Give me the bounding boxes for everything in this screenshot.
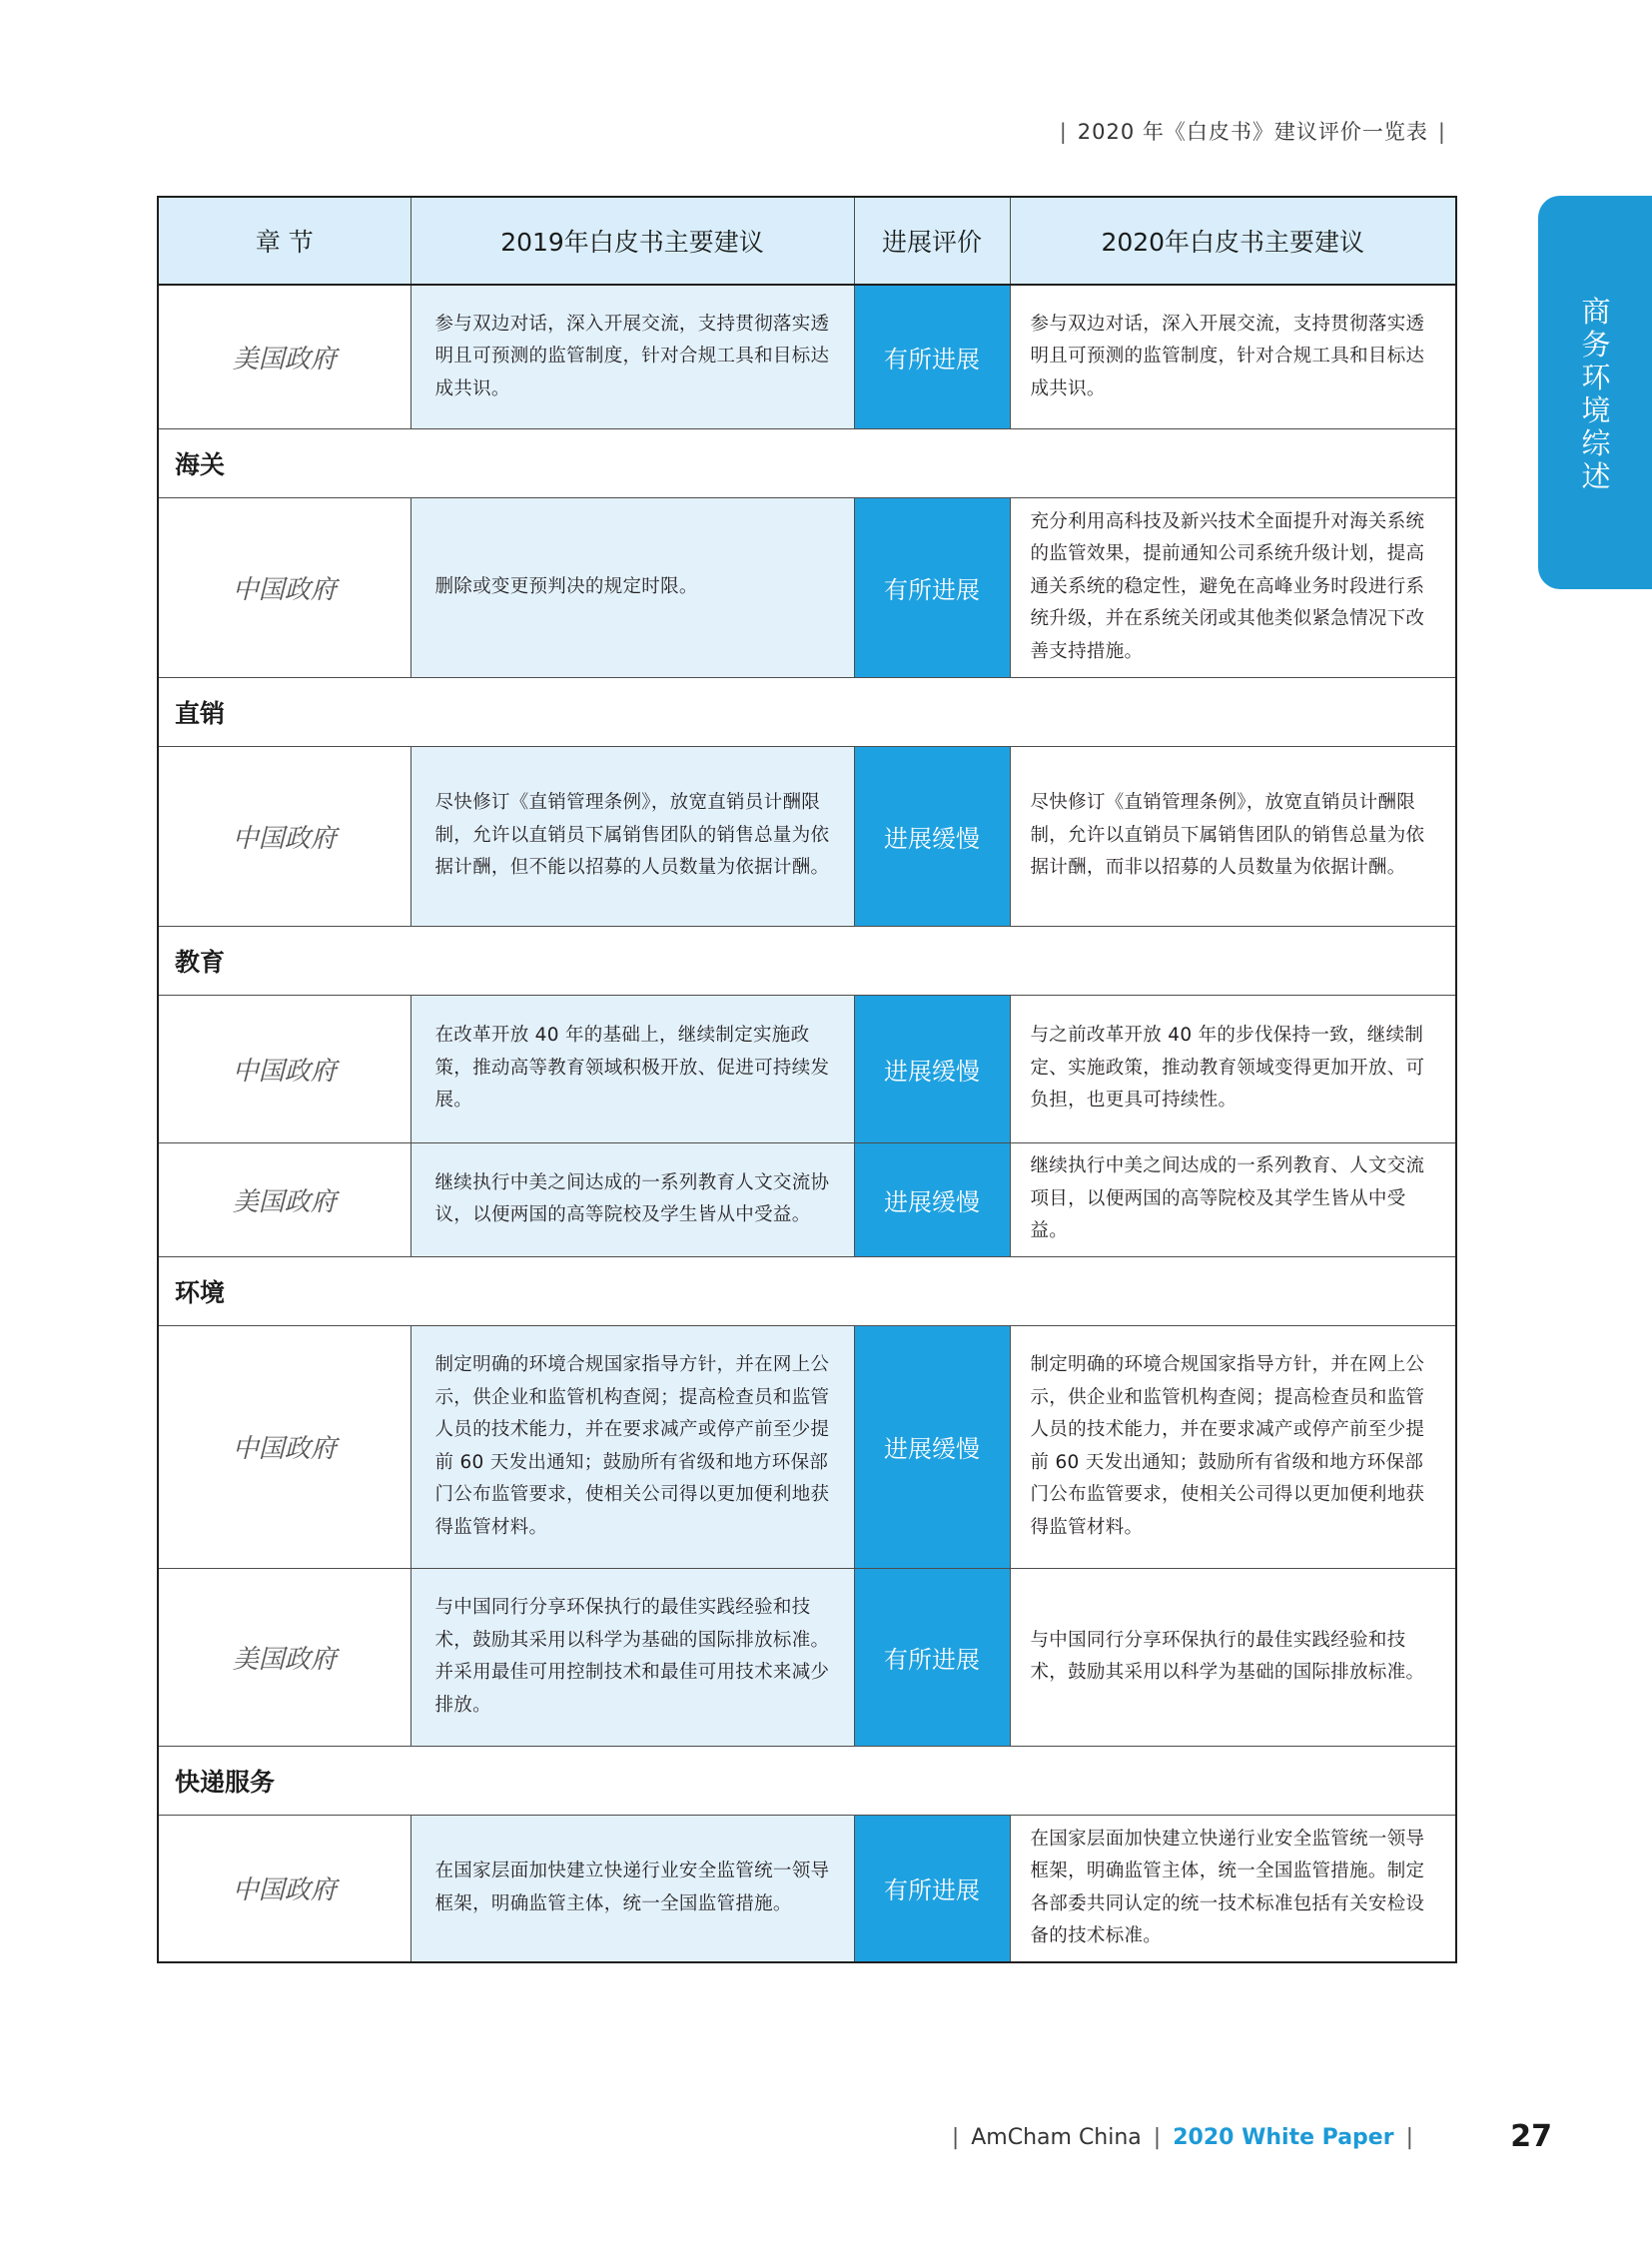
- chapter-title: 直销: [158, 677, 1456, 746]
- chapter-row: [158, 926, 1456, 995]
- chapter-title: 环境: [158, 1256, 1456, 1325]
- progress-badge: 进展缓慢: [854, 1325, 1010, 1568]
- column-header-2019: 2019年白皮书主要建议: [411, 197, 854, 285]
- running-title: 2020 年《白皮书》建议评价一览表: [1077, 120, 1428, 144]
- rec-2020-cell: 在国家层面加快建立快递行业安全监管统一领导框架，明确监管主体，统一全国监管措施。制定各部委共同认定的统一技术标准包括有关安检设备的技术标准。: [1010, 1815, 1456, 1962]
- separator-bar: |: [1437, 120, 1446, 144]
- column-header-2020: 2020年白皮书主要建议: [1010, 197, 1456, 285]
- rec-2020-cell: 继续执行中美之间达成的一系列教育、人文交流项目，以便两国的高等院校及其学生皆从中受益。: [1010, 1142, 1456, 1256]
- progress-badge: 进展缓慢: [854, 746, 1010, 926]
- separator-bar: |: [1059, 120, 1068, 144]
- rec-2019-cell: 在国家层面加快建立快递行业安全监管统一领导框架，明确监管主体，统一全国监管措施。: [411, 1815, 854, 1962]
- party-cell: 中国政府: [158, 497, 411, 677]
- side-tab-char: 环: [1581, 361, 1611, 394]
- chapter-title: 海关: [158, 428, 1456, 497]
- column-header-progress: 进展评价: [854, 197, 1010, 285]
- running-header: [1050, 116, 1456, 146]
- party-cell: 美国政府: [158, 285, 411, 428]
- page-footer: [940, 2125, 1425, 2150]
- rec-2020-cell: 制定明确的环境合规国家指导方针，并在网上公示，供企业和监管机构查阅；提高检查员和监管人员的技术能力，并在要求减产或停产前至少提前 60 天发出通知；鼓励所有省级和地方环保部门公布监管要求，使相关公司得以更加便利地获得监管材料。: [1010, 1325, 1456, 1568]
- separator-bar: |: [951, 2125, 960, 2150]
- section-side-tab-label: [1574, 296, 1618, 493]
- side-tab-char: 商: [1581, 295, 1611, 329]
- table-row: [158, 1815, 1456, 1962]
- chapter-row: [158, 428, 1456, 497]
- table-header-row: [158, 197, 1456, 285]
- recommendations-table: [157, 196, 1457, 1963]
- party-cell: 美国政府: [158, 1142, 411, 1256]
- rec-2020-cell: 与中国同行分享环保执行的最佳实践经验和技术，鼓励其采用以科学为基础的国际排放标准。: [1010, 1568, 1456, 1746]
- table-row: [158, 497, 1456, 677]
- progress-badge: 有所进展: [854, 1568, 1010, 1746]
- chapter-row: [158, 677, 1456, 746]
- table-row: [158, 746, 1456, 926]
- table-row: [158, 1142, 1456, 1256]
- party-cell: 中国政府: [158, 746, 411, 926]
- rec-2020-cell: 充分利用高科技及新兴技术全面提升对海关系统的监管效果，提前通知公司系统升级计划，提高通关系统的稳定性，避免在高峰业务时段进行系统升级，并在系统关闭或其他类似紧急情况下改善支持措施。: [1010, 497, 1456, 677]
- party-cell: 中国政府: [158, 995, 411, 1142]
- page-number: 27: [1510, 2119, 1552, 2154]
- table-row: [158, 995, 1456, 1142]
- footer-publication: 2020 White Paper: [1173, 2125, 1394, 2150]
- party-cell: 美国政府: [158, 1568, 411, 1746]
- side-tab-char: 境: [1581, 393, 1611, 427]
- rec-2019-cell: 删除或变更预判决的规定时限。: [411, 497, 854, 677]
- rec-2020-cell: 参与双边对话，深入开展交流，支持贯彻落实透明且可预测的监管制度，针对合规工具和目标达成共识。: [1010, 285, 1456, 428]
- rec-2019-cell: 与中国同行分享环保执行的最佳实践经验和技术，鼓励其采用以科学为基础的国际排放标准。并采用最佳可用控制技术和最佳可用技术来减少排放。: [411, 1568, 854, 1746]
- table-row: [158, 1568, 1456, 1746]
- side-tab-char: 务: [1581, 328, 1611, 362]
- rec-2019-cell: 在改革开放 40 年的基础上，继续制定实施政策，推动高等教育领域积极开放、促进可持续发展。: [411, 995, 854, 1142]
- progress-badge: 有所进展: [854, 285, 1010, 428]
- progress-badge: 有所进展: [854, 1815, 1010, 1962]
- rec-2019-cell: 继续执行中美之间达成的一系列教育人文交流协议，以便两国的高等院校及学生皆从中受益。: [411, 1142, 854, 1256]
- chapter-title: 快递服务: [158, 1746, 1456, 1815]
- party-cell: 中国政府: [158, 1325, 411, 1568]
- separator-bar: |: [1153, 2125, 1162, 2150]
- progress-badge: 进展缓慢: [854, 995, 1010, 1142]
- separator-bar: |: [1405, 2125, 1413, 2150]
- rec-2020-cell: 尽快修订《直销管理条例》，放宽直销员计酬限制，允许以直销员下属销售团队的销售总量为依据计酬，而非以招募的人员数量为依据计酬。: [1010, 746, 1456, 926]
- footer-org: AmCham China: [971, 2125, 1142, 2150]
- progress-badge: 有所进展: [854, 497, 1010, 677]
- chapter-row: [158, 1746, 1456, 1815]
- chapter-row: [158, 1256, 1456, 1325]
- side-tab-char: 综: [1581, 426, 1611, 460]
- chapter-title: 教育: [158, 926, 1456, 995]
- table-row: [158, 1325, 1456, 1568]
- rec-2019-cell: 制定明确的环境合规国家指导方针，并在网上公示，供企业和监管机构查阅；提高检查员和监管人员的技术能力，并在要求减产或停产前至少提前 60 天发出通知；鼓励所有省级和地方环保部门公布监管要求，使相关公司得以更加便利地获得监管材料。: [411, 1325, 854, 1568]
- side-tab-char: 述: [1581, 459, 1611, 493]
- progress-badge: 进展缓慢: [854, 1142, 1010, 1256]
- party-cell: 中国政府: [158, 1815, 411, 1962]
- rec-2019-cell: 尽快修订《直销管理条例》，放宽直销员计酬限制，允许以直销员下属销售团队的销售总量为依据计酬，但不能以招募的人员数量为依据计酬。: [411, 746, 854, 926]
- column-header-chapter: 章 节: [158, 197, 411, 285]
- table-row: [158, 285, 1456, 428]
- rec-2019-cell: 参与双边对话，深入开展交流，支持贯彻落实透明且可预测的监管制度，针对合规工具和目标达成共识。: [411, 285, 854, 428]
- rec-2020-cell: 与之前改革开放 40 年的步伐保持一致，继续制定、实施政策，推动教育领域变得更加开放、可负担，也更具可持续性。: [1010, 995, 1456, 1142]
